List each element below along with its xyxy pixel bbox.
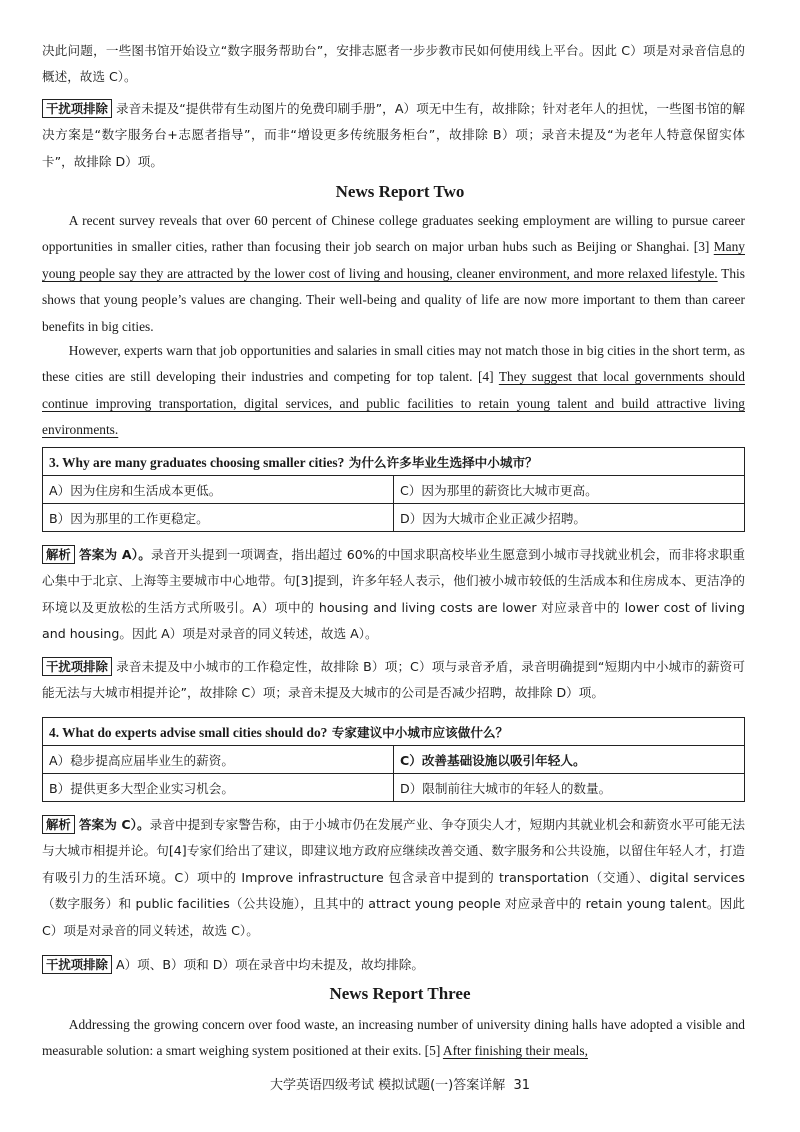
q3-option-d: D）因为大城市企业正减少招聘。 (394, 504, 745, 532)
analysis-tag: 解析 (42, 545, 75, 564)
intro-text: 决此问题，一些图书馆开始设立“数字服务帮助台”，安排志愿者一步步教市民如何使用线上平台。因此 C）项是对录音信息的概述，故选 C）。 (42, 43, 745, 85)
q3-distractor-text: 录音未提及中小城市的工作稳定性，故排除 B）项；C）项与录音矛盾，录音明确提到“短期内中小城市的薪资可能无法与大城市相提并论”，故排除 C）项；录音未提及大城市的公司是否减少招聘，故排除 D）项。 (42, 659, 745, 701)
distractor-tag: 干扰项排除 (42, 99, 112, 118)
report3-paragraph-1 (42, 1012, 745, 1065)
q4-option-d: D）限制前往大城市的年轻人的数量。 (394, 774, 745, 802)
distractor-tag: 干扰项排除 (42, 657, 112, 676)
section-title-report-two: News Report Two (335, 182, 465, 201)
report3-p1-text: Addressing the growing concern over food waste, an increasing number of university dining halls have adopted a visible and measurable solution: a smart weighing system positioned at their exits. [5] (42, 1017, 745, 1059)
report2-p1-text-b: This shows that young people’s values are changing. Their well-being and quality of life are now more important to them than career benefits in big cities. (42, 265, 745, 334)
question-3-en: 3. Why are many graduates choosing smaller cities? (49, 455, 345, 470)
page-number: 31 (513, 1078, 531, 1093)
q4-analysis-text: 录音中提到专家警告称，由于小城市仍在发展产业、争夺顶尖人才，短期内其就业机会和薪资水平可能无法与大城市相提并论。句[4]专家们给出了建议，即建议地方政府应继续改善交通、数字服务和公共设施，以留住年轻人才，打造有吸引力的生活环境。C）项中的 Improve infrastructure 包含录音中提到的 transportation（交通）、digital services（数字服务）和 public facilities（公共设施），且其中的 attract young people 对应录音中的 retain young talent。因此 C）项是对录音的同义转述，故选 C）。 (42, 817, 745, 938)
q3-option-c: C）因为那里的薪资比大城市更高。 (394, 476, 745, 504)
question-4-table (42, 717, 745, 802)
page-footer (0, 1074, 800, 1093)
report2-paragraph-2 (42, 338, 745, 444)
q3-analysis (42, 542, 745, 648)
q4-distractor-text: A）项、B）项和 D）项在录音中均未提及，故均排除。 (115, 957, 424, 972)
q4-distractor (42, 952, 745, 978)
report2-p1-key-sentence: Many young people say they are attracted by the lower cost of living and housing, cleaner environment, and more relaxed lifestyle. (42, 239, 745, 281)
distractor-text: 录音未提及“提供带有生动图片的免费印刷手册”，A）项无中生有，故排除；针对老年人的担忧，一些图书馆的解决方案是“数字服务台+志愿者指导”，而非“增设更多传统服务柜台”，故排除 B）项；录音未提及“为老年人特意保留实体卡”，故排除 D）项。 (42, 101, 745, 169)
footer-title: 大学英语四级考试 模拟试题(一)答案详解 (269, 1078, 506, 1093)
question-4-stem (43, 718, 745, 746)
q3-option-a: A）因为住房和生活成本更低。 (43, 476, 394, 504)
question-4-en: 4. What do experts advise small cities should do? (49, 725, 328, 740)
q3-option-b: B）因为那里的工作更稳定。 (43, 504, 394, 532)
section-title-report-three: News Report Three (329, 984, 471, 1003)
question-4-zh: 专家建议中小城市应该做什么？ (331, 725, 509, 740)
q3-analysis-text: 录音开头提到一项调查，指出超过 60%的中国求职高校毕业生愿意到小城市寻找就业机会，而非将求职重心集中于北京、上海等主要城市中心地带。句[3]提到，许多年轻人表示，他们被小城市较低的生活成本和住房成本、更洁净的环境以及更放松的生活方式所吸引。A）项中的 housing and living costs are lower 对应录音中的 lower cost of living and housing。因此 A）项是对录音的同义转述，故选 A）。 (42, 547, 745, 642)
question-3-zh: 为什么许多毕业生选择中小城市？ (348, 455, 538, 470)
distractor-tag: 干扰项排除 (42, 955, 112, 974)
report3-p1-key-sentence: After finishing their meals, (442, 1043, 588, 1059)
q4-option-c: C）改善基础设施以吸引年轻人。 (394, 746, 745, 774)
q4-analysis (42, 812, 745, 944)
intro-paragraph (42, 38, 745, 91)
report2-paragraph-1 (42, 208, 745, 340)
report2-p2-text: However, experts warn that job opportunities and salaries in small cities may not match those in big cities in the short term, as these cities are still developing their industries and competing for top talent. [4] (42, 343, 745, 385)
analysis-tag: 解析 (42, 815, 75, 834)
q4-option-b: B）提供更多大型企业实习机会。 (43, 774, 394, 802)
q3-distractor (42, 654, 745, 707)
question-3-table (42, 447, 745, 532)
q4-answer: 答案为 C）。 (78, 817, 150, 832)
report2-p2-key-sentence: They suggest that local governments should continue improving transportation, digital services, and public facilities to retain young talent and build attractive living environments. (42, 369, 745, 438)
q4-option-a: A）稳步提高应届毕业生的薪资。 (43, 746, 394, 774)
report2-p1-text: A recent survey reveals that over 60 percent of Chinese college graduates seeking employment are willing to pursue career opportunities in smaller cities, rather than focusing their job search on major urban hubs such as Beijing or Shanghai. [3] (42, 213, 745, 255)
distractor-paragraph-prev (42, 96, 745, 175)
question-3-stem (43, 448, 745, 476)
q3-answer: 答案为 A）。 (78, 547, 151, 562)
